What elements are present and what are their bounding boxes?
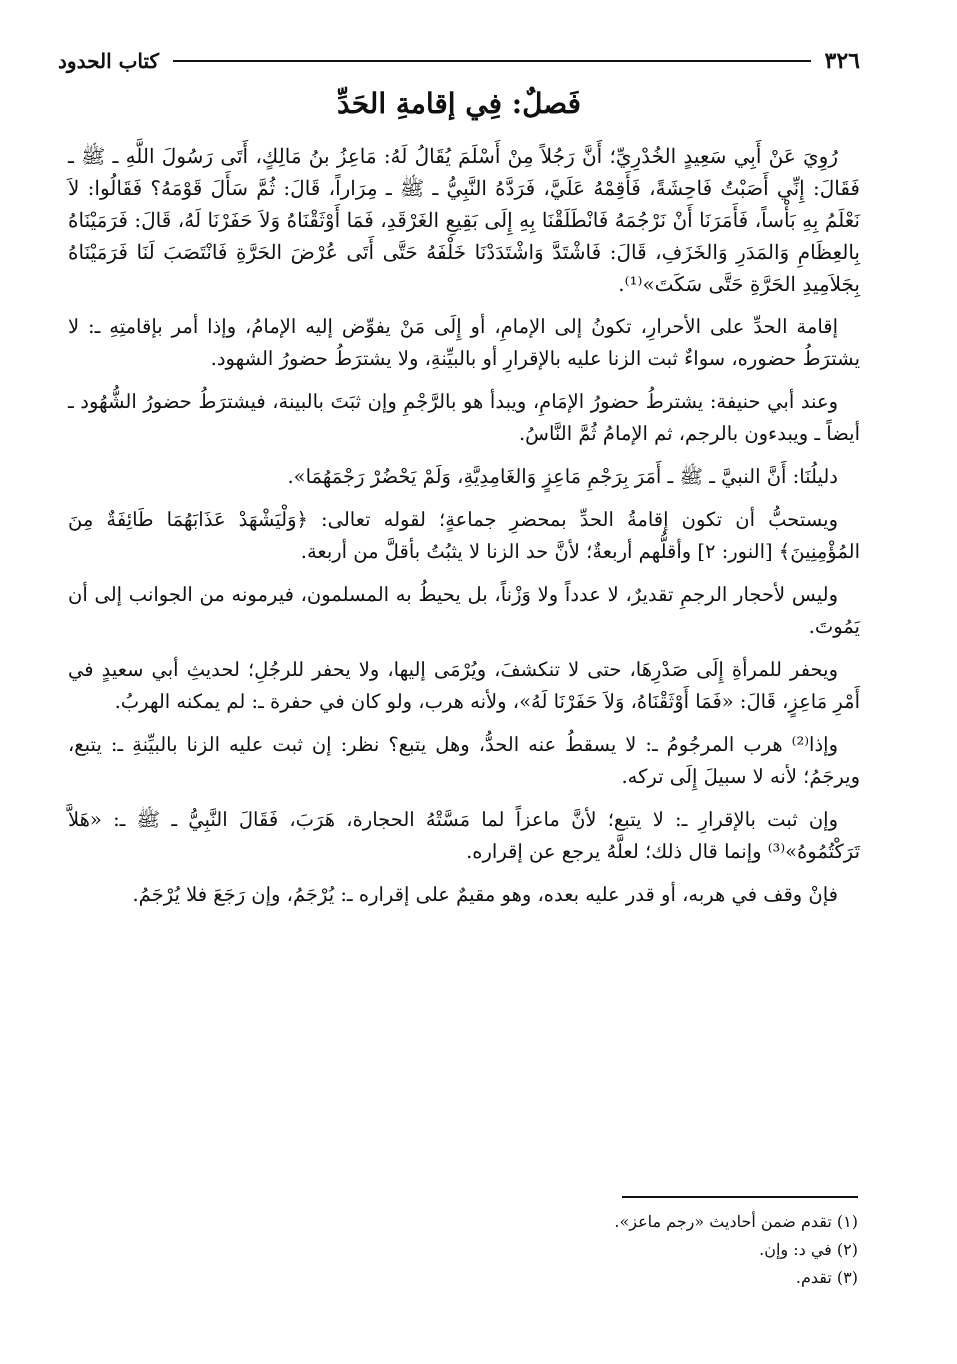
hadith-paragraph: رُوِيَ عَنْ أَبِي سَعِيدٍ الخُدْرِيِّ؛ أَنَّ رَجُلاً مِنْ أَسْلَمَ يُقَالُ لَهُ: مَاعِزُ بنُ مَالِكٍ، أَتَى رَسُولَ اللَّهِ ـ ﷺ ـ فَقَالَ: إِنِّي أَصَبْتُ فَاحِشَةً، فَأَقِمْهُ عَلَيَّ، فَرَدَّهُ النَّبِيُّ ـ ﷺ ـ مِرَاراً، قَالَ: ثُمَّ سَأَلَ قَوْمَهُ؟ فَقَالُوا: لاَ نَعْلَمُ بِهِ بَأْساً، فَأَمَرَنَا أَنْ نَرْجُمَهُ فَانْطَلَقْنَا بِهِ إِلَى بَقِيعِ الغَرْقَدِ، فَمَا أَوْثَقْنَاهُ وَلاَ حَفَرْنَا لَهُ، قَالَ: فَرَمَيْنَاهُ بِالعِظَامِ وَالمَدَرِ وَالخَزَفِ، قَالَ: فَاشْتَدَّ وَاشْتَدَدْنَا خَلْفَهُ حَتَّى أَتَى عُرْضَ الحَرَّةِ فَانْتَصَبَ لَنَا فَرَمَيْنَاهُ بِجَلاَمِيدِ الحَرَّةِ حَتَّى سَكَتَ»⁽¹⁾. [68, 144, 860, 296]
footnote-separator [622, 1196, 858, 1198]
book-title: كتاب الحدود [58, 49, 160, 73]
page-header [58, 46, 860, 76]
main-text [68, 140, 860, 922]
text-paragraph: إقامة الحدِّ على الأحرارِ، تكونُ إلى الإمامِ، أو إِلَى مَنْ يفوِّض إليه الإمامُ، وإذا أمر بإقامتِهِ ـ: لا يشترَطُ حضوره، سواءٌ ثبت الزنا عليه بالإقرارِ أو بالبيِّنةِ، ولا يشترَطُ حضورُ الشهود. [68, 315, 860, 370]
header-rule [173, 60, 810, 62]
text-paragraph: وإذا⁽²⁾ هرب المرجُومُ ـ: لا يسقطُ عنه الحدُّ، وهل يتبع؟ نظر: إن ثبت عليه الزنا بالبيِّنةِ ـ: يتبع، ويرجَمُ؛ لأنه لا سبيلَ إِلَى تركه. [68, 733, 860, 788]
text-paragraph: ويستحبُّ أن تكون إقامةُ الحدِّ بمحضرِ جماعةٍ؛ لقوله تعالى: ﴿وَلْيَشْهَدْ عَذَابَهُمَا طَائِفَةٌ مِنَ المُؤْمِنِينَ﴾ [النور: ٢] وأقلُّهم أربعةٌ؛ لأنَّ حد الزنا لا يثبُتُ بأقلَّ من أربعة. [68, 508, 860, 563]
text-paragraph: دليلُنَا: أَنَّ النبيَّ ـ ﷺ ـ أَمَرَ بِرَجْمِ مَاعِزٍ وَالغَامِدِيَّةِ، وَلَمْ يَحْضُرْ رَجْمَهُمَا». [287, 465, 838, 488]
text-paragraph: وإن ثبت بالإقرارِ ـ: لا يتبع؛ لأنَّ ماعزاً لما مَسَّتْهُ الحجارة، هَرَبَ، فَقَالَ النَّبِيُّ ـ ﷺ ـ: «هَلاَّ تَرَكْتُمُوهُ»⁽³⁾ وإنما قال ذلك؛ لعلَّهُ يرجع عن إقراره. [68, 808, 860, 863]
text-paragraph: فإنْ وقف في هربه، أو قدر عليه بعده، وهو مقيمٌ على إقراره ـ: يُرْجَمُ، وإن رَجَعَ فلا يُرْجَمُ. [132, 883, 838, 906]
text-paragraph: وعند أبي حنيفة: يشترطُ حضورُ الإمَامِ، ويبدأ هو بالرَّجْمِ وإن ثبَتَ بالبينة، فيشترَطُ حضورُ الشُّهُود ـ أيضاً ـ ويبدءون بالرجم، ثم الإمامُ ثُمَّ النَّاسُ. [68, 390, 860, 445]
text-paragraph: وليس لأحجار الرجمِ تقديرٌ، لا عدداً ولا وَزْناً، بل يحيطُ به المسلمون، فيرمونه من الجوانب إلى أن يَمُوتَ. [68, 583, 860, 638]
footnote: (٣) تقدم. [795, 1268, 858, 1287]
footnotes [420, 1208, 858, 1292]
section-heading: فَصلٌ: فِي إقامةِ الحَدِّ [337, 87, 581, 120]
page-number: ٣٢٦ [824, 48, 860, 74]
text-paragraph: ويحفر للمرأةِ إِلَى صَدْرِهَا، حتى لا تنكشفَ، ويُرْمَى إليها، ولا يحفر للرجُلِ؛ لحديثِ أبي سعيدٍ في أَمْرِ مَاعِزٍ، قَالَ: «فَمَا أَوْثَقْنَاهُ، وَلاَ حَفَرْنَا لَهُ»، ولأنه هرب، ولو كان في حفرة ـ: لم يمكنه الهربُ. [68, 658, 860, 713]
footnote: (١) تقدم ضمن أحاديث «رجم ماعز». [614, 1212, 858, 1231]
footnote: (٢) في د: وإن. [759, 1240, 858, 1259]
